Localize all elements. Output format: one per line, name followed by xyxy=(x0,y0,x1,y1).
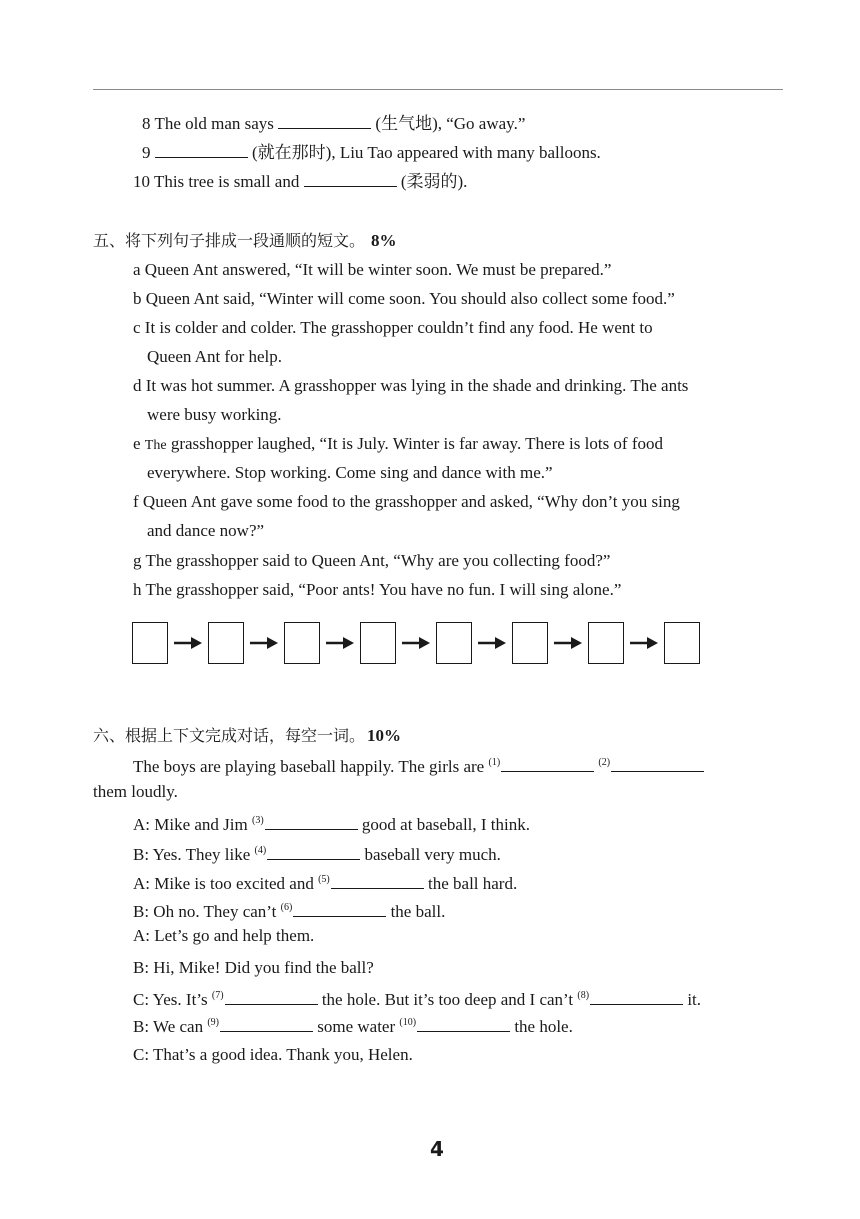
blank-number: (8) xyxy=(577,990,590,1001)
answer-blank[interactable] xyxy=(293,902,386,917)
dialogue-text: B: Yes. They like xyxy=(133,845,255,864)
question-10 xyxy=(133,171,467,193)
arrow-right-icon xyxy=(629,636,659,650)
question-8-text: 8 The old man says xyxy=(142,114,279,133)
dialogue-line: C: That’s a good idea. Thank you, Helen. xyxy=(133,1045,413,1064)
answer-blank[interactable] xyxy=(611,757,704,772)
dialogue-text: the hole. xyxy=(510,1017,573,1036)
page-number: 4 xyxy=(430,1137,444,1161)
blank-number: (2) xyxy=(598,757,611,768)
dialogue-text: the hole. But it’s too deep and I can’t xyxy=(317,990,578,1009)
sentence-e-line1 xyxy=(133,433,663,457)
blank-number: (5) xyxy=(318,874,330,885)
answer-blank[interactable] xyxy=(331,874,424,889)
dialogue-text: the ball hard. xyxy=(423,874,518,893)
dialogue-line xyxy=(133,985,701,1011)
section-6-title: 六、根据上下文完成对话，每空一词。 xyxy=(93,726,366,745)
sentence-e-letter: e xyxy=(133,434,145,453)
answer-blank[interactable] xyxy=(225,990,318,1005)
dialogue-text: the ball. xyxy=(386,902,446,921)
blank-number: (1) xyxy=(488,757,501,768)
dialogue-text: B: Oh no. They can’t xyxy=(133,902,281,921)
dialogue-intro-text: The boys are playing baseball happily. The girls are xyxy=(133,757,489,776)
ordering-sequence xyxy=(132,622,702,666)
answer-box-6[interactable] xyxy=(512,622,548,664)
dialogue-line xyxy=(133,840,501,866)
answer-blank[interactable] xyxy=(417,1017,510,1032)
answer-blank[interactable] xyxy=(265,815,358,830)
answer-box-8[interactable] xyxy=(664,622,700,664)
sentence-c-line2: Queen Ant for help. xyxy=(147,347,283,366)
blank-number: (3) xyxy=(252,815,264,826)
dialogue-line xyxy=(133,1012,573,1038)
sentence-a: a Queen Ant answered, “It will be winter soon. We must be prepared.” xyxy=(133,260,612,279)
section-5-heading xyxy=(93,230,397,252)
sentence-e-text: grasshopper laughed, “It is July. Winter is far away. There is lots of food xyxy=(166,434,664,453)
sentence-d-line1: d It was hot summer. A grasshopper was lying in the shade and drinking. The ants xyxy=(133,376,689,395)
question-10-text: 10 This tree is small and xyxy=(133,172,304,191)
section-6-heading xyxy=(93,725,401,747)
section-5-score: 8% xyxy=(371,231,397,250)
answer-box-1[interactable] xyxy=(132,622,168,664)
question-9-number: 9 xyxy=(142,143,155,162)
dialogue-text: good at baseball, I think. xyxy=(357,815,530,834)
question-9 xyxy=(142,142,601,164)
sentence-f-line2: and dance now?” xyxy=(147,521,265,540)
header-rule xyxy=(93,89,783,90)
dialogue-line xyxy=(133,869,517,895)
dialogue-text: some water xyxy=(313,1017,400,1036)
dialogue-line: B: Hi, Mike! Did you find the ball? xyxy=(133,958,374,977)
arrow-right-icon xyxy=(553,636,583,650)
arrow-right-icon xyxy=(325,636,355,650)
answer-blank[interactable] xyxy=(501,757,594,772)
sentence-c-line1: c It is colder and colder. The grasshopper couldn’t find any food. He went to xyxy=(133,318,653,337)
sentence-f-line1: f Queen Ant gave some food to the grasshopper and asked, “Why don’t you sing xyxy=(133,492,680,511)
sentence-e-the: The xyxy=(144,438,167,453)
blank-number: (7) xyxy=(211,990,224,1001)
section-5-title: 五、将下列句子排成一段通顺的短文。 xyxy=(93,231,366,250)
answer-blank[interactable] xyxy=(590,990,683,1005)
dialogue-line xyxy=(133,810,530,836)
dialogue-text: B: We can xyxy=(133,1017,208,1036)
sentence-g: g The grasshopper said to Queen Ant, “Why are you collecting food?” xyxy=(133,551,611,570)
dialogue-line: A: Let’s go and help them. xyxy=(133,926,315,945)
answer-box-5[interactable] xyxy=(436,622,472,664)
sentence-d-line2: were busy working. xyxy=(147,405,282,424)
dialogue-intro xyxy=(133,752,704,778)
blank-number: (10) xyxy=(399,1017,417,1028)
arrow-right-icon xyxy=(173,636,203,650)
sentence-e-line2: everywhere. Stop working. Come sing and dance with me.” xyxy=(147,463,553,482)
dialogue-text: C: Yes. It’s xyxy=(133,990,212,1009)
sentence-b: b Queen Ant said, “Winter will come soon. You should also collect some food.” xyxy=(133,289,675,308)
arrow-right-icon xyxy=(477,636,507,650)
sentence-h: h The grasshopper said, “Poor ants! You have no fun. I will sing alone.” xyxy=(133,580,622,599)
arrow-right-icon xyxy=(401,636,431,650)
answer-blank[interactable] xyxy=(267,845,360,860)
answer-box-4[interactable] xyxy=(360,622,396,664)
answer-blank[interactable] xyxy=(304,172,397,187)
blank-number: (6) xyxy=(280,902,293,913)
dialogue-text: A: Mike is too excited and xyxy=(133,874,319,893)
question-10-hint: (柔弱的). xyxy=(396,172,468,191)
dialogue-text: it. xyxy=(683,990,702,1009)
answer-box-2[interactable] xyxy=(208,622,244,664)
answer-box-7[interactable] xyxy=(588,622,624,664)
dialogue-text: A: Mike and Jim xyxy=(133,815,252,834)
question-8-hint: (生气地), “Go away.” xyxy=(371,114,526,133)
arrow-right-icon xyxy=(249,636,279,650)
blank-number: (4) xyxy=(254,845,267,856)
dialogue-intro-cont: them loudly. xyxy=(93,782,178,801)
section-6-score: 10% xyxy=(367,726,402,745)
answer-blank[interactable] xyxy=(220,1017,313,1032)
question-9-text: (就在那时), Liu Tao appeared with many balloons. xyxy=(247,143,601,162)
dialogue-text: baseball very much. xyxy=(360,845,501,864)
answer-blank[interactable] xyxy=(278,114,371,129)
question-8 xyxy=(142,113,525,135)
blank-number: (9) xyxy=(207,1017,219,1028)
answer-blank[interactable] xyxy=(155,143,248,158)
answer-box-3[interactable] xyxy=(284,622,320,664)
dialogue-line xyxy=(133,897,445,923)
